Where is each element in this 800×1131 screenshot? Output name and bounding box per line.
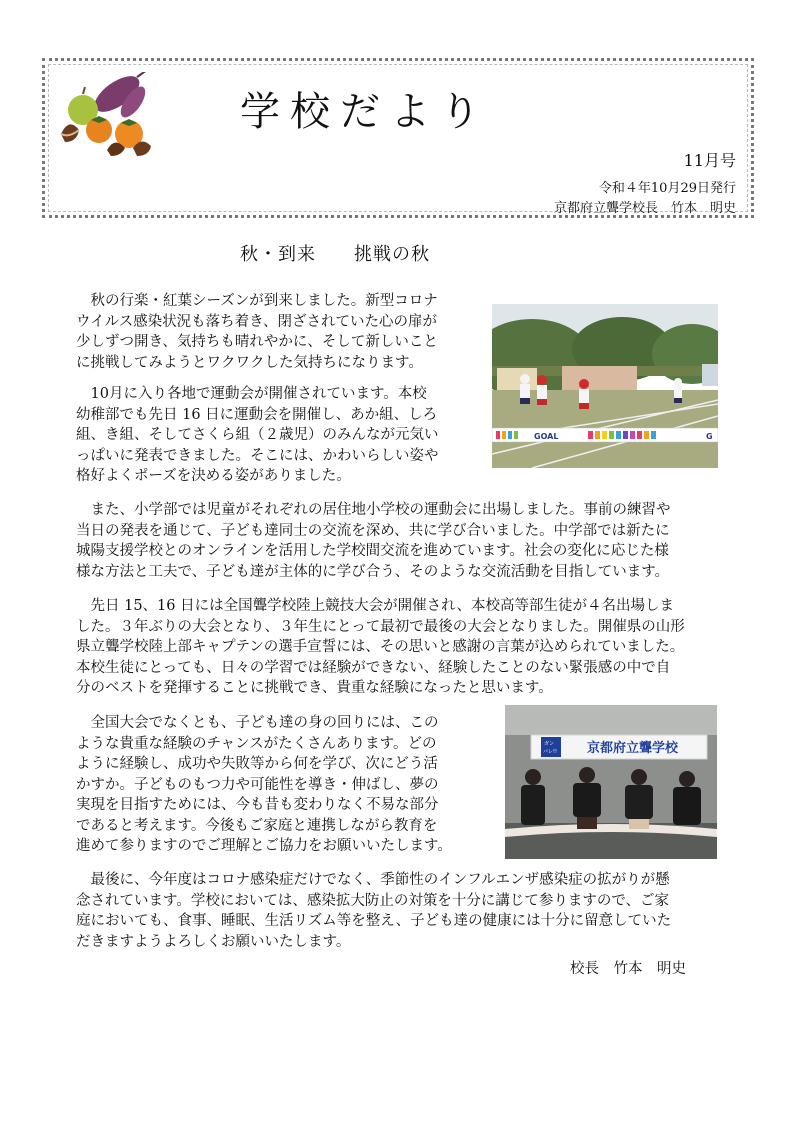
school-banner: 京都府立聾学校 bbox=[587, 741, 679, 756]
athletes-photo bbox=[505, 705, 717, 859]
issue-label: 11月号 bbox=[683, 151, 736, 170]
chestnut-icon bbox=[61, 124, 79, 142]
publication-date: 令和４年10月29日発行 bbox=[598, 181, 736, 196]
goal-label: GOAL bbox=[534, 432, 559, 441]
child-runner bbox=[537, 375, 547, 405]
child-runner bbox=[579, 379, 589, 409]
banner-small-text: ガン bbox=[544, 741, 555, 747]
paragraph-autumn: 秋の行楽・紅葉シーズンが到来しました。新型コロナ ウイルス感染状況も落ち着き、閉ざされていた心の扉が 少しずつ開き、気持ちも晴れやかに、そして新しいこと に挑戦してみようとワクワクした気持ちになります。 bbox=[76, 293, 438, 371]
svg-text:バレ!!: バレ!! bbox=[543, 749, 558, 755]
paragraph-infection-prevention: 最後に、今年度はコロナ感染症だけでなく、季節性のインフルエンザ感染症の拡がりが懸 念されています。学校においては、感染拡大防止の対策を十分に講じて参りますので、ご家 庭においても、食事、睡眠、生活リズム等を整え、子ども達の健康には十分に留意していた だきますようよろしくお願いいたします。 bbox=[76, 872, 672, 950]
child-runner bbox=[520, 374, 530, 404]
goal-label-right: G bbox=[706, 432, 713, 441]
child-runner bbox=[674, 378, 682, 403]
paragraph-sports-day: 10月に入り各地で運動会が開催されています。本校 幼稚部でも先日 16 日に運動会を開催し、あか組、しろ 組、き組、そしてさくら組（２歳児）のみんなが元気い っぱいに発表できました。そこには、かわいらしい姿や 格好よくポーズを決める姿がありました。 bbox=[76, 386, 439, 484]
sweet-potato-icon bbox=[89, 72, 150, 121]
article-headline: 秋・到来 挑戦の秋 bbox=[240, 244, 430, 265]
autumn-harvest-illustration bbox=[55, 72, 155, 157]
paragraph-elementary-junior: また、小学部では児童がそれぞれの居住地小学校の運動会に出場しました。事前の練習や 当日の発表を通じて、子ども達同士の交流を深め、共に学び合いました。中学部では新たに 城陽支援学校とのオンラインを活用した学校間交流を進めています。社会の変化に応じた様 様な方法と工夫で、子ども達が主体的に学び合う、そのような交流活動を目指しています。 bbox=[76, 502, 671, 580]
paragraph-athletics-meet: 先日 15、16 日には全国聾学校陸上競技大会が開催され、本校高等部生徒が４名出場しま した。３年ぶりの大会となり、３年生にとって最初で最後の大会となりました。開催県の山形 県立聾学校陸上部キャプテンの選手宣誓には、その思いと感謝の言葉が込められていました。 本校生徒にとっても、日々の学習では経験ができない、経験したことのない緊張感の中で自 分のベストを発揮することに挑戦でき、貴重な経験になったと思います。 bbox=[76, 598, 685, 696]
paragraph-valuable-experience: 全国大会でなくとも、子ども達の身の回りには、この ような貴重な経験のチャンスがたくさんあります。どの ように経験し、成功や失敗等から何を学び、次にどう活 かすか。子どものもつ力や可能性を導き・伸ばし、夢の 実現を目指すためには、今も昔も変わりなく不易な部分 であると考えます。今後もご家庭と連携しながら教育を 進めて参りますのでご理解とご協力をお願いいたします。 bbox=[76, 715, 452, 854]
author-line: 京都府立聾学校長 竹本 明史 bbox=[553, 201, 736, 216]
sports-day-photo bbox=[492, 304, 718, 468]
newsletter-title: 学校だより bbox=[240, 89, 490, 135]
principal-signature: 校長 竹本 明史 bbox=[570, 961, 686, 977]
